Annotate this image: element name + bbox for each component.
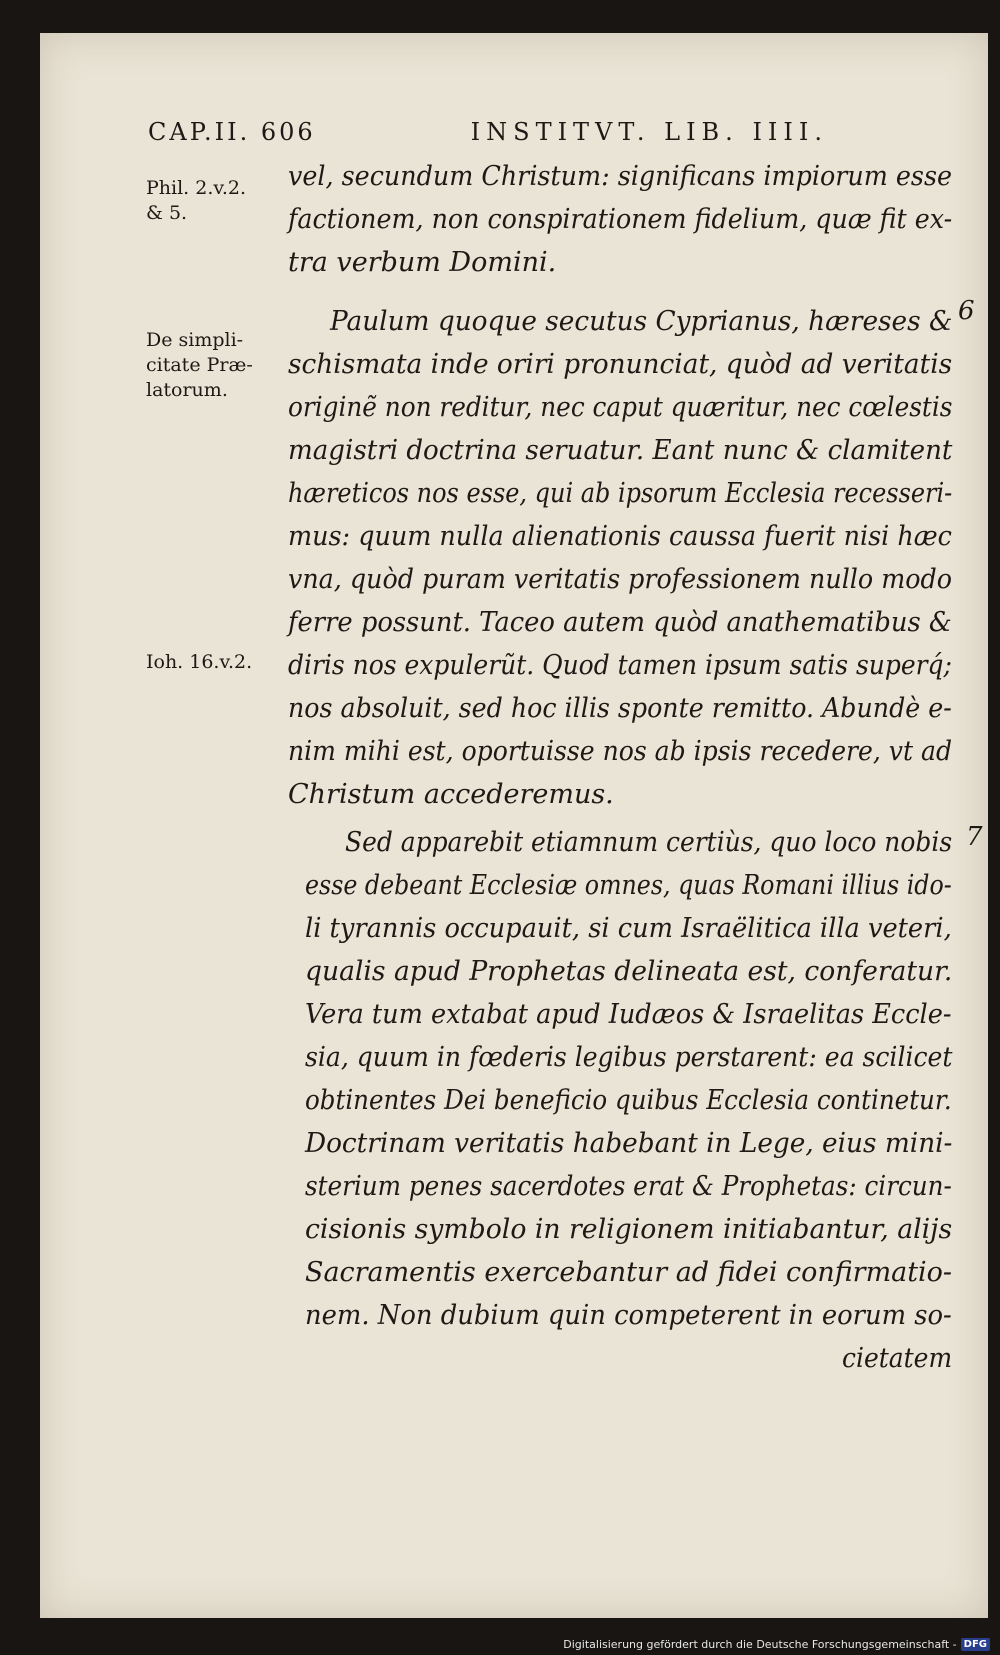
text-line: qualis apud Prophetas delineata est, conferatur. [305,956,953,987]
text-line: mus: quum nulla alienationis caussa fuerit nisi hæc [288,521,952,552]
paragraph-number-7: 7 [966,822,983,852]
header-title: INSTITVT. LIB. IIII. [470,118,828,146]
text-line: ferre possunt. Taceo autem quòd anathematibus & [288,607,952,638]
text-line: tra verbum Domini. [288,247,557,278]
text-line: esse debeant Ecclesiæ omnes, quas Romani illius ido- [305,870,952,901]
header-chapter-page: CAP.II. 606 [148,118,316,146]
margin-note-phil: Phil. 2.v.2. & 5. [146,177,247,224]
text-line: Sacramentis exercebantur ad fidei confirmatio- [305,1257,952,1288]
text-line: nim mihi est, oportuisse nos ab ipsis recedere, vt ad [288,736,953,767]
paragraph-number-6: 6 [958,296,975,326]
text-line: diris nos expulerũt. Quod tamen ipsum satis superq́; [288,650,952,681]
text-line: nem. Non dubium quin competerent in eorum so- [305,1300,952,1331]
text-line: obtinentes Dei beneficio quibus Ecclesia continetur. [305,1085,952,1116]
text-line: sterium penes sacerdotes erat & Prophetas: circun- [305,1171,952,1202]
text-line: Paulum quoque secutus Cyprianus, hæreses & [330,306,953,337]
footer-credit [563,1638,990,1651]
text-line: schismata inde oriri pronunciat, quòd ad veritatis [288,349,953,380]
text-line: cisionis symbolo in religionem initiabantur, alijs [305,1214,953,1245]
catchword: cietatem [842,1343,953,1374]
text-line: originẽ non reditur, nec caput quæritur, nec cœlestis [288,392,953,423]
text-line: sia, quum in fœderis legibus perstarent: ea scilicet [305,1042,953,1073]
margin-note-ioh: Ioh. 16.v.2. [146,651,253,673]
text-line: nos absoluit, sed hoc illis sponte remitto. Abundè e- [288,693,952,724]
running-header [148,118,828,146]
footer-text: Digitalisierung gefördert durch die Deutsche Forschungsgemeinschaft - [563,1638,957,1651]
text-line: factionem, non conspirationem fidelium, quæ fit ex- [288,204,953,235]
dfg-logo: DFG [961,1638,990,1651]
margin-note-de-simplicitate: De simpli- citate Præ- latorum. [146,329,253,401]
text-line: li tyrannis occupauit, si cum Israëlitica illa veteri, [305,913,952,944]
text-line: magistri doctrina seruatur. Eant nunc & clamitent [288,435,953,466]
text-line: vna, quòd puram veritatis professionem nullo modo [288,564,953,595]
text-line: vel, secundum Christum: significans impiorum esse [288,161,953,192]
text-line: Sed apparebit etiamnum certiùs, quo loco nobis [345,827,953,858]
text-line: Doctrinam veritatis habebant in Lege, eius mini- [305,1128,953,1159]
text-line: Vera tum extabat apud Iudæos & Israelitas Eccle- [305,999,952,1030]
text-line: Christum accederemus. [288,779,614,810]
text-line: hæreticos nos esse, qui ab ipsorum Ecclesia recesseri- [288,478,953,509]
